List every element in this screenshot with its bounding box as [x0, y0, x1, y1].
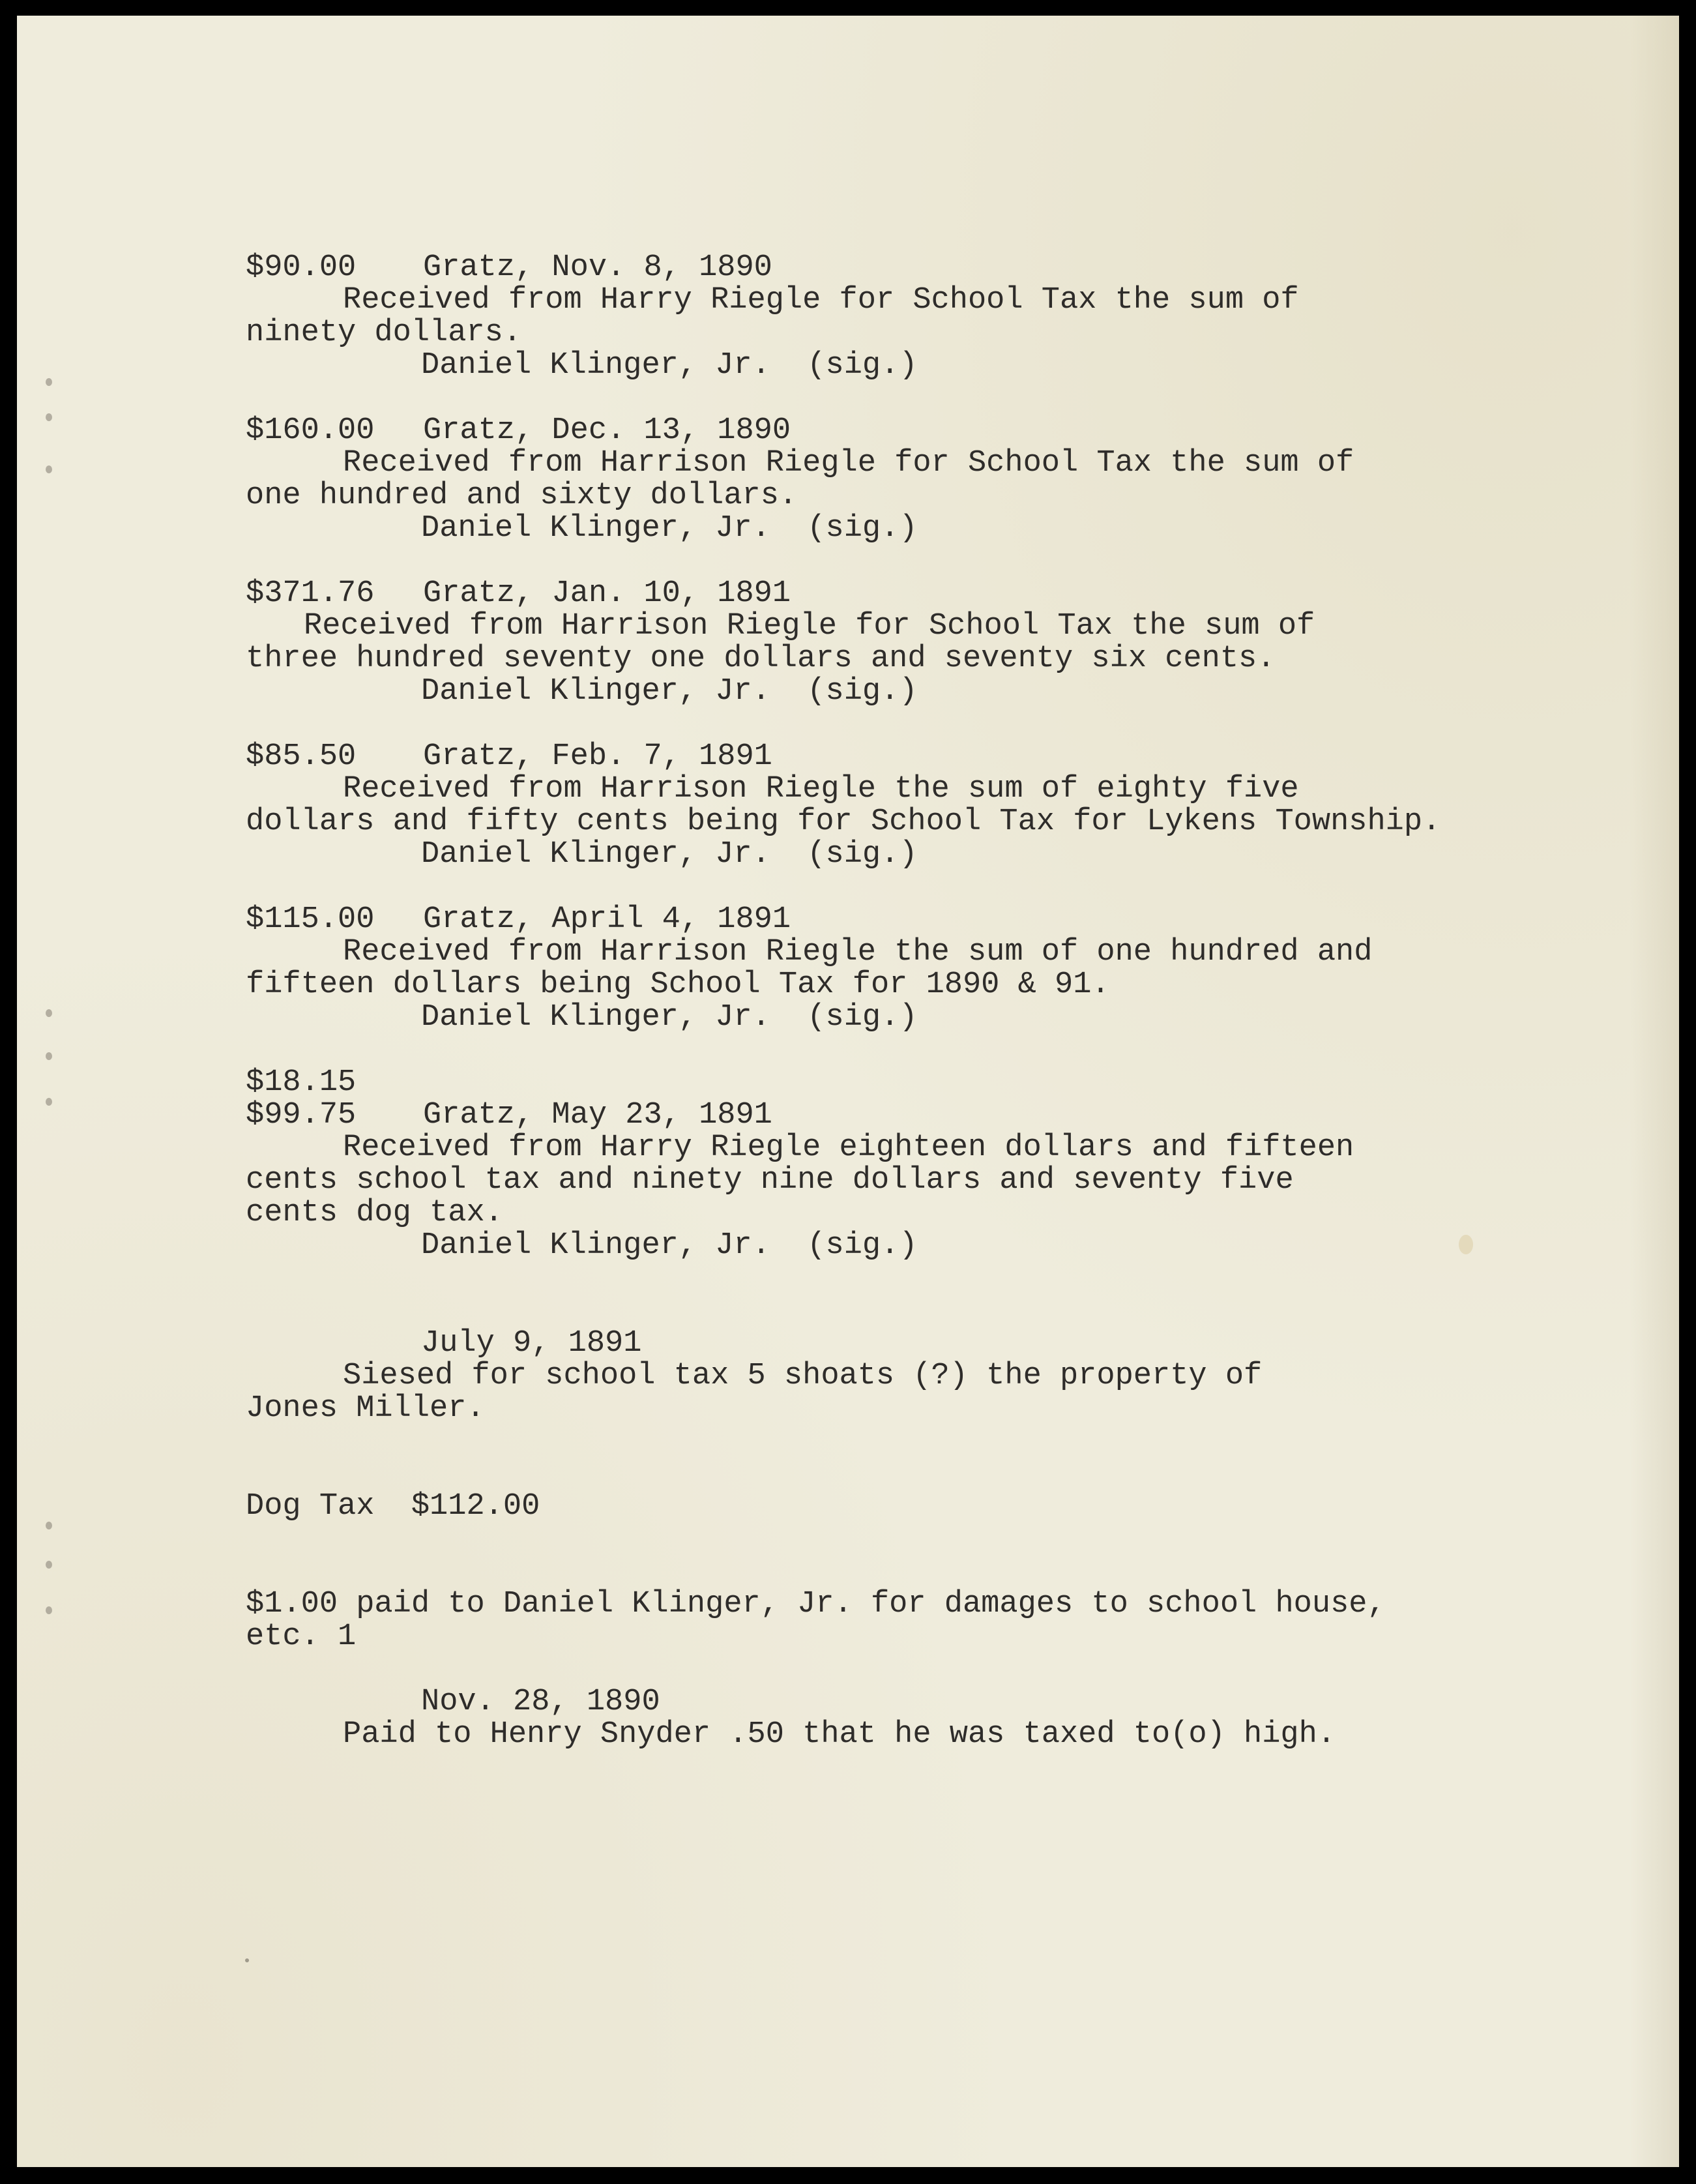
entry-text-line: Received from Harrison Riegle the sum of eighty five — [343, 772, 1299, 806]
entry-text-line: Received from Harrison Riegle for School Tax the sum of — [304, 609, 1315, 643]
refund-date: Nov. 28, 1890 — [421, 1685, 660, 1719]
entry-signature: Daniel Klinger, Jr. (sig.) — [421, 674, 918, 709]
entry-signature: Daniel Klinger, Jr. (sig.) — [421, 1228, 918, 1263]
seizure-date: July 9, 1891 — [421, 1326, 642, 1361]
entry-date: Gratz, Dec. 13, 1890 — [423, 413, 791, 448]
paper-speck — [245, 1958, 249, 1962]
entry-date: Gratz, Feb. 7, 1891 — [423, 739, 772, 774]
entry-text-line: cents dog tax. — [246, 1196, 503, 1230]
document-page — [17, 16, 1679, 2167]
entry-text-line: Received from Harry Riegle for School Tax the sum of — [343, 283, 1299, 317]
entry-date: Gratz, Nov. 8, 1890 — [423, 250, 772, 285]
entry-signature: Daniel Klinger, Jr. (sig.) — [421, 837, 918, 872]
refund-text-line: Paid to Henry Snyder .50 that he was taxed to(o) high. — [343, 1717, 1336, 1752]
entry-date: Gratz, Jan. 10, 1891 — [423, 576, 791, 611]
entry-text-line: Received from Harrison Riegle the sum of one hundred and — [343, 935, 1373, 969]
entry-6-header — [246, 1098, 772, 1132]
damages-text-line: $1.00 paid to Daniel Klinger, Jr. for damages to school house, — [246, 1587, 1386, 1621]
entry-amount: $371.76 — [246, 576, 375, 611]
entry-amount: $115.00 — [246, 902, 375, 937]
entry-2-header — [246, 413, 791, 448]
seizure-text-line: Siesed for school tax 5 shoats (?) the property of — [343, 1359, 1263, 1393]
entry-amount: $90.00 — [246, 250, 357, 285]
entry-text-line: Received from Harry Riegle eighteen dollars and fifteen — [343, 1130, 1354, 1165]
entry-date: Gratz, May 23, 1891 — [423, 1098, 772, 1132]
entry-amount: $85.50 — [246, 739, 357, 774]
typed-text-block — [17, 16, 1441, 1874]
entry-amount: $160.00 — [246, 413, 375, 448]
entry-text-line: ninety dollars. — [246, 316, 522, 350]
entry-signature: Daniel Klinger, Jr. (sig.) — [421, 511, 918, 546]
entry-signature: Daniel Klinger, Jr. (sig.) — [421, 1000, 918, 1035]
dog-tax-line: Dog Tax $112.00 — [246, 1489, 540, 1524]
entry-1-header — [246, 250, 772, 285]
entry-text-line: Received from Harrison Riegle for School Tax the sum of — [343, 446, 1354, 480]
entry-text-line: three hundred seventy one dollars and seventy six cents. — [246, 642, 1276, 676]
entry-text-line: fifteen dollars being School Tax for 1890 & 91. — [246, 967, 1110, 1002]
entry-amount: $99.75 — [246, 1098, 357, 1132]
entry-5-header — [246, 902, 791, 937]
entry-text-line: dollars and fifty cents being for School Tax for Lykens Township. — [246, 804, 1441, 839]
entry-3-header — [246, 576, 791, 611]
entry-4-header — [246, 739, 772, 774]
entry-6-extra-amount: $18.15 — [246, 1065, 357, 1100]
entry-text-line: one hundred and sixty dollars. — [246, 479, 798, 513]
damages-text-line: etc. 1 — [246, 1619, 357, 1654]
seizure-text-line: Jones Miller. — [246, 1391, 485, 1426]
entry-text-line: cents school tax and ninety nine dollars and seventy five — [246, 1163, 1294, 1198]
paper-speck — [1459, 1235, 1473, 1254]
entry-signature: Daniel Klinger, Jr. (sig.) — [421, 348, 918, 383]
entry-date: Gratz, April 4, 1891 — [423, 902, 791, 937]
